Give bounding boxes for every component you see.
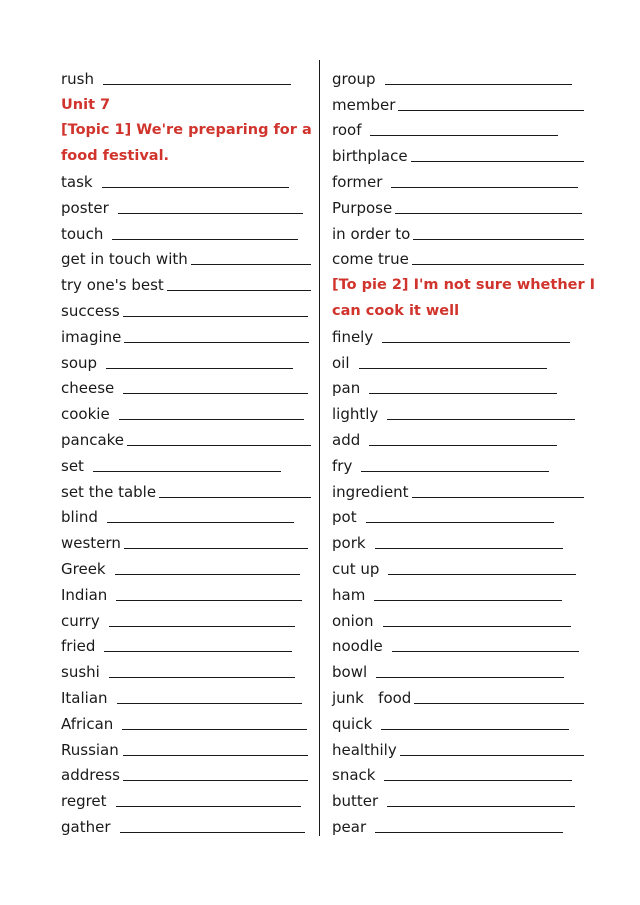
answer-blank[interactable] (123, 393, 308, 394)
vocab-word: gather (61, 817, 111, 836)
answer-blank[interactable] (400, 755, 584, 756)
vocab-word: fry (332, 456, 353, 475)
answer-blank[interactable] (118, 213, 303, 214)
vocab-row (332, 707, 584, 733)
vocab-word: birthplace (332, 147, 408, 166)
vocab-row (332, 604, 584, 630)
vocab-row (61, 681, 311, 707)
vocab-row (61, 526, 311, 552)
vocab-word: finely (332, 327, 374, 346)
answer-blank[interactable] (104, 651, 291, 652)
vocab-word: ingredient (332, 482, 409, 501)
left-column (61, 62, 311, 836)
vocab-word: poster (61, 198, 109, 217)
vocab-word: rush (61, 69, 94, 88)
answer-blank[interactable] (369, 393, 557, 394)
answer-blank[interactable] (191, 264, 311, 265)
vocab-word: oil (332, 353, 350, 372)
answer-blank[interactable] (383, 626, 571, 627)
vocab-word: pot (332, 508, 357, 527)
vocab-row (61, 449, 311, 475)
vocab-row (61, 191, 311, 217)
answer-blank[interactable] (412, 497, 584, 498)
vocab-row (61, 630, 311, 656)
answer-blank[interactable] (123, 316, 308, 317)
vocab-word: pear (332, 817, 367, 836)
vocab-row (332, 423, 584, 449)
topic-title-continued: can cook it well (332, 302, 460, 319)
section-heading (332, 268, 596, 294)
vocab-row (332, 320, 584, 346)
vocab-word: onion (332, 611, 374, 630)
vocab-row (332, 191, 584, 217)
vocab-word: bowl (332, 663, 368, 682)
vocab-word: ham (332, 585, 366, 604)
vocab-row (332, 681, 584, 707)
vocab-row (332, 217, 584, 243)
vocab-word: pan (332, 379, 361, 398)
vocab-word: get in touch with (61, 250, 188, 269)
vocab-word: Italian (61, 688, 108, 707)
vocab-row (332, 243, 584, 269)
answer-blank[interactable] (366, 522, 554, 523)
answer-blank[interactable] (413, 239, 584, 240)
answer-blank[interactable] (120, 832, 305, 833)
vocab-word: Russian (61, 740, 119, 759)
vocab-word: touch (61, 224, 104, 243)
vocab-word: cut up (332, 559, 380, 578)
vocab-word: soup (61, 353, 98, 372)
vocab-row (61, 423, 311, 449)
answer-blank[interactable] (414, 703, 584, 704)
vocab-row (332, 165, 584, 191)
vocab-word: Greek (61, 559, 106, 578)
vocab-row (332, 475, 584, 501)
vocab-row (61, 294, 311, 320)
vocab-word: sushi (61, 663, 100, 682)
vocab-word: address (61, 766, 120, 785)
vocab-word: cheese (61, 379, 115, 398)
vocab-word: imagine (61, 327, 122, 346)
answer-blank[interactable] (359, 368, 547, 369)
answer-blank[interactable] (107, 522, 294, 523)
answer-blank[interactable] (127, 445, 311, 446)
vocab-row (61, 397, 311, 423)
topic-title: [To pie 2] I'm not sure whether I (332, 277, 596, 294)
vocab-word: regret (61, 792, 107, 811)
vocab-word: pork (332, 534, 366, 553)
vocab-row (332, 733, 584, 759)
vocab-row (61, 501, 311, 527)
answer-blank[interactable] (103, 84, 291, 85)
vocab-word: former (332, 172, 383, 191)
answer-blank[interactable] (385, 84, 573, 85)
vocab-word: set (61, 456, 84, 475)
vocab-row (61, 655, 311, 681)
topic-title-continued: food festival. (61, 148, 170, 165)
vocab-row (61, 475, 311, 501)
answer-blank[interactable] (395, 213, 581, 214)
answer-blank[interactable] (117, 703, 303, 704)
vocab-word: in order to (332, 224, 411, 243)
vocab-word: member (332, 95, 396, 114)
vocab-word: quick (332, 714, 373, 733)
vocab-row (61, 784, 311, 810)
answer-blank[interactable] (112, 239, 298, 240)
answer-blank[interactable] (115, 574, 301, 575)
vocab-row (332, 397, 584, 423)
vocab-word: blind (61, 508, 98, 527)
answer-blank[interactable] (387, 419, 575, 420)
vocab-word: group (332, 69, 376, 88)
section-heading (61, 139, 311, 165)
answer-blank[interactable] (412, 264, 584, 265)
answer-blank[interactable] (369, 445, 557, 446)
vocab-word: success (61, 301, 120, 320)
vocab-word: junk food (332, 688, 412, 707)
answer-blank[interactable] (102, 187, 290, 188)
vocab-row (61, 243, 311, 269)
answer-blank[interactable] (392, 651, 579, 652)
vocab-word: western (61, 534, 121, 553)
vocab-word: pancake (61, 430, 125, 449)
vocab-word: fried (61, 637, 96, 656)
answer-blank[interactable] (123, 780, 308, 781)
vocab-word: Purpose (332, 198, 393, 217)
answer-blank[interactable] (119, 419, 304, 420)
vocab-row (61, 578, 311, 604)
answer-blank[interactable] (116, 806, 302, 807)
answer-blank[interactable] (116, 600, 302, 601)
column-divider (319, 60, 320, 836)
topic-title: [Topic 1] We're preparing for a (61, 122, 312, 139)
answer-blank[interactable] (374, 600, 562, 601)
answer-blank[interactable] (370, 135, 558, 136)
answer-blank[interactable] (109, 677, 296, 678)
vocab-word: butter (332, 792, 379, 811)
right-column (332, 62, 596, 836)
section-heading (61, 114, 311, 140)
answer-blank[interactable] (375, 548, 563, 549)
vocab-word: curry (61, 611, 100, 630)
answer-blank[interactable] (106, 368, 293, 369)
answer-blank[interactable] (124, 342, 308, 343)
vocab-word: set the table (61, 482, 157, 501)
vocab-row (332, 526, 584, 552)
vocab-row (61, 552, 311, 578)
answer-blank[interactable] (398, 110, 584, 111)
vocab-row (332, 630, 584, 656)
vocab-row (61, 62, 311, 88)
answer-blank[interactable] (382, 342, 570, 343)
vocab-row (332, 346, 584, 372)
vocab-row (61, 810, 311, 836)
vocab-word: add (332, 430, 361, 449)
vocab-row (332, 759, 584, 785)
answer-blank[interactable] (122, 729, 307, 730)
section-heading (332, 294, 584, 320)
vocab-word: task (61, 172, 93, 191)
vocab-word: roof (332, 121, 362, 140)
answer-blank[interactable] (361, 471, 549, 472)
vocab-word: try one's best (61, 276, 164, 295)
answer-blank[interactable] (159, 497, 311, 498)
answer-blank[interactable] (93, 471, 281, 472)
vocab-row (61, 217, 311, 243)
answer-blank[interactable] (381, 729, 569, 730)
vocab-word: African (61, 714, 114, 733)
vocab-row (332, 449, 584, 475)
section-heading (61, 88, 311, 114)
vocab-word: cookie (61, 405, 110, 424)
vocab-word: noodle (332, 637, 383, 656)
vocab-word: snack (332, 766, 376, 785)
vocab-row (332, 810, 584, 836)
answer-blank[interactable] (387, 806, 575, 807)
vocab-row (61, 759, 311, 785)
vocab-row (332, 552, 584, 578)
vocab-row (61, 372, 311, 398)
vocab-word: Indian (61, 585, 108, 604)
vocab-row (332, 578, 584, 604)
vocab-word: lightly (332, 405, 379, 424)
vocab-row (332, 372, 584, 398)
answer-blank[interactable] (384, 780, 572, 781)
vocab-row (61, 320, 311, 346)
vocab-row (332, 88, 584, 114)
vocab-row (61, 604, 311, 630)
answer-blank[interactable] (391, 187, 578, 188)
vocab-row (61, 346, 311, 372)
vocab-row (332, 784, 584, 810)
vocab-row (61, 733, 311, 759)
answer-blank[interactable] (376, 677, 564, 678)
vocab-row (61, 268, 311, 294)
vocab-row (61, 707, 311, 733)
answer-blank[interactable] (375, 832, 563, 833)
vocab-row (332, 139, 584, 165)
vocab-row (61, 165, 311, 191)
vocab-row (332, 501, 584, 527)
answer-blank[interactable] (388, 574, 575, 575)
vocab-row (332, 114, 584, 140)
answer-blank[interactable] (123, 755, 308, 756)
vocab-row (332, 62, 584, 88)
unit-title: Unit 7 (61, 96, 111, 113)
answer-blank[interactable] (411, 161, 584, 162)
answer-blank[interactable] (167, 290, 311, 291)
vocab-row (332, 655, 584, 681)
answer-blank[interactable] (124, 548, 308, 549)
vocab-word: come true (332, 250, 409, 269)
vocab-word: healthily (332, 740, 397, 759)
answer-blank[interactable] (109, 626, 296, 627)
